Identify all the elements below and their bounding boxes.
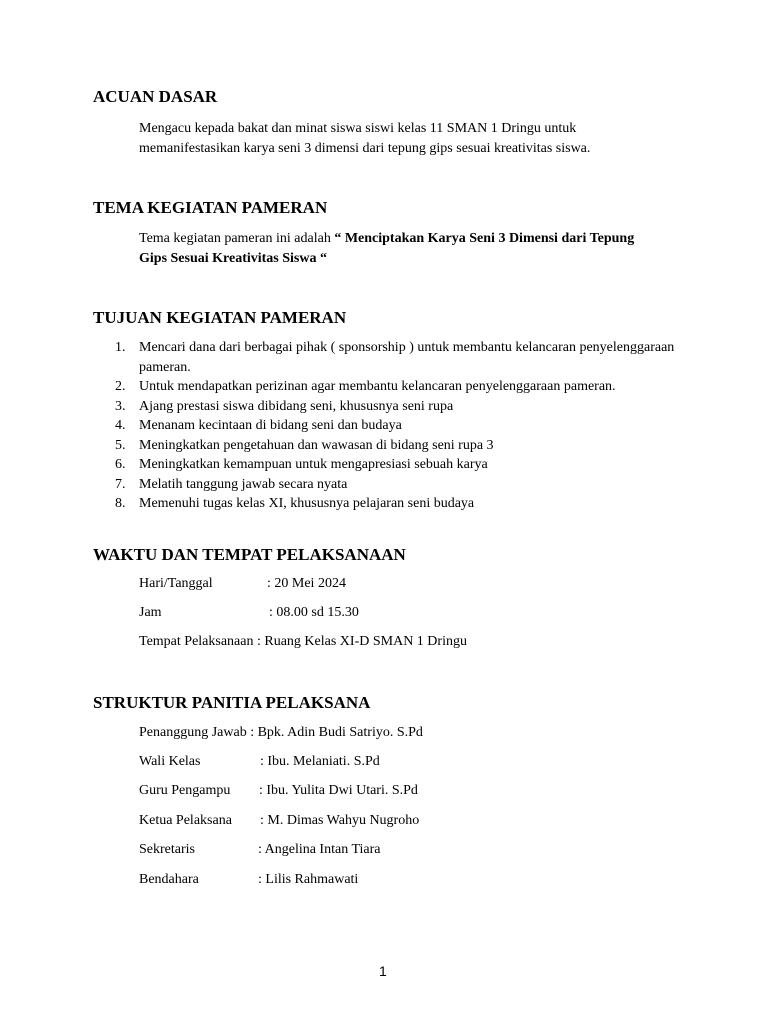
tujuan-item-text: Ajang prestasi siswa dibidang seni, khususnya seni rupa	[139, 398, 454, 414]
waktu-value: : 08.00 sd 15.30	[269, 605, 359, 620]
panitia-row	[139, 842, 381, 858]
tujuan-item-number: 2.	[115, 379, 126, 394]
tema-intro: Tema kegiatan pameran ini adalah	[139, 231, 335, 246]
tujuan-item	[93, 397, 699, 417]
panitia-role: Bendahara	[139, 872, 199, 887]
tema-kegiatan-text	[139, 229, 659, 269]
panitia-role: Sekretaris	[139, 842, 195, 857]
waktu-value: : Ruang Kelas XI-D SMAN 1 Dringu	[256, 634, 467, 649]
panitia-name: : Angelina Intan Tiara	[258, 842, 381, 857]
tujuan-item-text: Memenuhi tugas kelas XI, khususnya pelajaran seni budaya	[139, 496, 475, 511]
panitia-row	[139, 783, 418, 799]
tujuan-item-text: Menanam kecintaan di bidang seni dan budaya	[139, 418, 402, 433]
tujuan-item-text: Meningkatkan kemampuan untuk mengapresiasi sebuah karya	[139, 457, 488, 472]
tujuan-item-number: 6.	[115, 457, 126, 472]
panitia-name: : Ibu. Yulita Dwi Utari. S.Pd	[259, 783, 418, 798]
tujuan-item-text: Mencari dana dari berbagai pihak ( sponsorship ) untuk membantu kelancaran penyelenggaraan pameran.	[139, 340, 675, 375]
waktu-row-jam	[139, 605, 359, 621]
heading-acuan-dasar: ACUAN DASAR	[93, 87, 218, 106]
tujuan-item-text: Untuk mendapatkan perizinan agar membantu kelancaran penyelenggaraan pameran.	[139, 379, 616, 394]
panitia-role: Penanggung Jawab	[139, 725, 247, 740]
waktu-label: Jam	[139, 605, 162, 620]
waktu-value: : 20 Mei 2024	[267, 576, 346, 591]
tujuan-item-text: Meningkatkan pengetahuan dan wawasan di bidang seni rupa 3	[139, 437, 494, 453]
panitia-row	[139, 754, 380, 770]
tema-theme: “ Menciptakan Karya Seni 3 Dimensi dari Tepung Gips Sesuai Kreativitas Siswa “	[139, 231, 635, 266]
tujuan-item-number: 1.	[115, 340, 126, 355]
heading-tema-kegiatan: TEMA KEGIATAN PAMERAN	[93, 198, 328, 217]
tujuan-item	[93, 338, 699, 377]
waktu-label: Tempat Pelaksanaan	[139, 634, 254, 649]
tujuan-item	[93, 455, 699, 475]
tujuan-item	[93, 494, 699, 514]
tujuan-item	[93, 416, 699, 436]
tujuan-item-number: 4.	[115, 418, 126, 433]
page-number: 1	[379, 963, 387, 979]
heading-struktur-panitia: STRUKTUR PANITIA PELAKSANA	[93, 693, 371, 712]
acuan-dasar-text: Mengacu kepada bakat dan minat siswa siswi kelas 11 SMAN 1 Dringu untuk memanifestasikan karya seni 3 dimensi dari tepung gips sesuai kreativitas siswa.	[139, 121, 591, 156]
panitia-name: : Ibu. Melaniati. S.Pd	[260, 754, 380, 769]
panitia-role: Ketua Pelaksana	[139, 813, 232, 828]
panitia-role: Wali Kelas	[139, 754, 201, 769]
panitia-name: : Bpk. Adin Budi Satriyo. S.Pd	[250, 725, 423, 740]
tujuan-list	[93, 338, 699, 514]
heading-waktu-tempat: WAKTU DAN TEMPAT PELAKSANAAN	[93, 545, 406, 564]
waktu-row-tempat	[139, 634, 467, 650]
panitia-row	[139, 872, 358, 888]
tujuan-item	[93, 475, 699, 495]
tujuan-item-text: Melatih tanggung jawab secara nyata	[139, 476, 348, 492]
panitia-row	[139, 725, 423, 741]
waktu-label: Hari/Tanggal	[139, 576, 213, 591]
tujuan-item-number: 3.	[115, 398, 126, 414]
heading-tujuan-kegiatan: TUJUAN KEGIATAN PAMERAN	[93, 308, 347, 327]
tujuan-item-number: 8.	[115, 496, 126, 511]
tujuan-item-number: 5.	[115, 437, 126, 453]
panitia-row	[139, 813, 419, 829]
panitia-name: : M. Dimas Wahyu Nugroho	[260, 813, 420, 828]
panitia-role: Guru Pengampu	[139, 783, 231, 798]
tujuan-item	[93, 377, 699, 397]
tujuan-item-number: 7.	[115, 476, 126, 492]
tujuan-item	[93, 436, 699, 456]
waktu-row-hari	[139, 576, 346, 592]
panitia-name: : Lilis Rahmawati	[258, 872, 359, 887]
